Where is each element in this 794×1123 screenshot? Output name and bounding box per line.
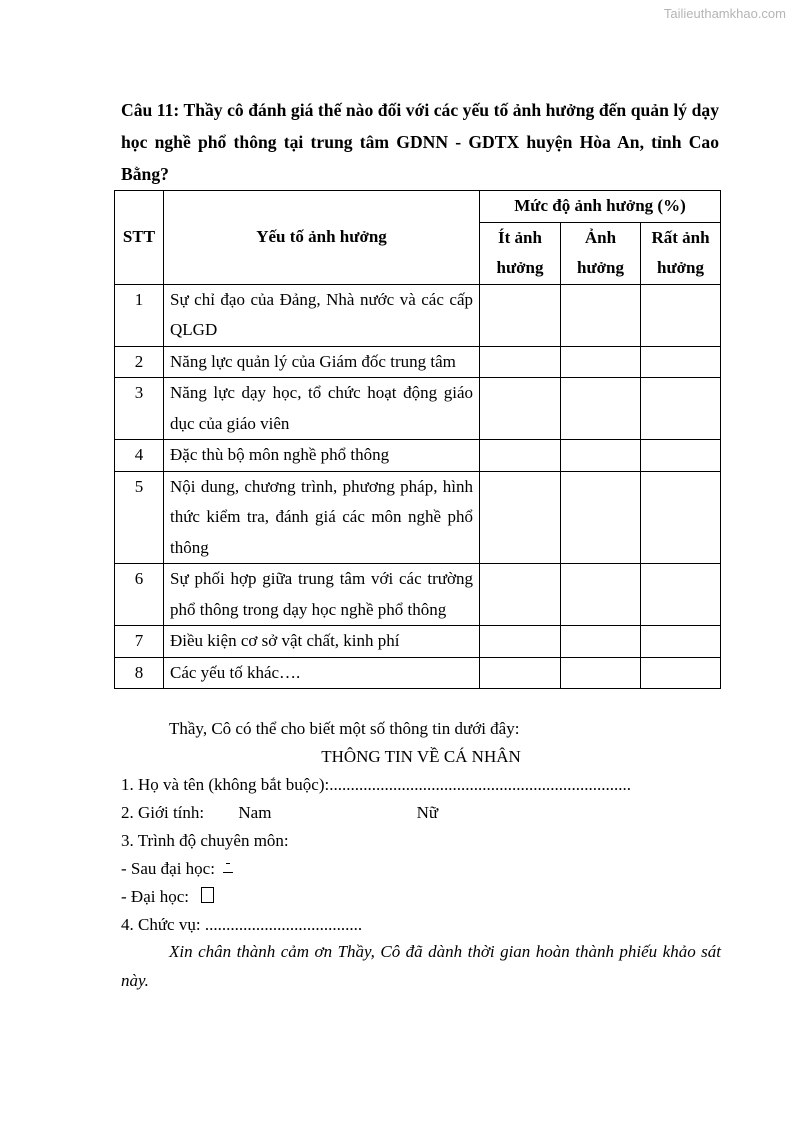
rating-cell-low[interactable]	[480, 346, 561, 378]
row-stt: 1	[115, 284, 164, 346]
watermark: Tailieuthamkhao.com	[663, 6, 786, 21]
rating-cell-high[interactable]	[641, 657, 721, 689]
postgrad-label: - Sau đại học:	[121, 859, 215, 878]
rating-cell-low[interactable]	[480, 626, 561, 658]
header-level-group: Mức độ ảnh hưởng (%)	[480, 191, 721, 223]
row-stt: 5	[115, 471, 164, 564]
row-factor: Đặc thù bộ môn nghề phổ thông	[164, 440, 480, 472]
row-stt: 3	[115, 378, 164, 440]
header-level-low: Ít ảnh hưởng	[480, 222, 561, 284]
row-stt: 7	[115, 626, 164, 658]
row-factor: Các yếu tố khác….	[164, 657, 480, 689]
table-row	[115, 626, 721, 658]
survey-table	[114, 190, 721, 689]
table-row	[115, 346, 721, 378]
rating-cell-high[interactable]	[641, 626, 721, 658]
table-row	[115, 657, 721, 689]
question-text: Câu 11: Thầy cô đánh giá thế nào đối với các yếu tố ảnh hưởng đến quản lý dạy học nghề phổ thông tại trung tâm GDNN - GDTX huyện Hòa An, tỉnh Cao Bằng?	[121, 100, 719, 184]
rating-cell-high[interactable]	[641, 440, 721, 472]
gender-label: 2. Giới tính:	[121, 803, 205, 822]
rating-cell-mid[interactable]	[561, 440, 641, 472]
postgrad-checkbox[interactable]	[223, 872, 233, 873]
row-factor: Nội dung, chương trình, phương pháp, hình thức kiểm tra, đánh giá các môn nghề phổ thông	[164, 471, 480, 564]
info-heading: THÔNG TIN VỀ CÁ NHÂN	[321, 747, 521, 766]
rating-cell-low[interactable]	[480, 564, 561, 626]
rating-cell-low[interactable]	[480, 657, 561, 689]
intro-text: Thầy, Cô có thể cho biết một số thông tin dưới đây:	[169, 719, 520, 738]
table-row	[115, 440, 721, 472]
gender-option-female[interactable]: Nữ	[416, 803, 439, 822]
name-field[interactable]: 1. Họ và tên (không bắt buộc):.......................................................................	[121, 775, 631, 794]
rating-cell-low[interactable]	[480, 284, 561, 346]
rating-cell-mid[interactable]	[561, 346, 641, 378]
header-row-1	[115, 191, 721, 223]
table-row	[115, 284, 721, 346]
rating-cell-mid[interactable]	[561, 564, 641, 626]
rating-cell-mid[interactable]	[561, 626, 641, 658]
header-level-mid: Ảnh hưởng	[561, 222, 641, 284]
rating-cell-low[interactable]	[480, 471, 561, 564]
rating-cell-high[interactable]	[641, 346, 721, 378]
undergrad-label: - Đại học:	[121, 887, 189, 906]
thanks-text: Xin chân thành cảm ơn Thầy, Cô đã dành thời gian hoàn thành phiếu khảo sát này.	[121, 942, 721, 990]
rating-cell-high[interactable]	[641, 378, 721, 440]
rating-cell-high[interactable]	[641, 284, 721, 346]
row-stt: 8	[115, 657, 164, 689]
row-factor: Điều kiện cơ sở vật chất, kinh phí	[164, 626, 480, 658]
header-stt: STT	[115, 191, 164, 285]
rating-cell-mid[interactable]	[561, 284, 641, 346]
row-stt: 6	[115, 564, 164, 626]
undergrad-checkbox[interactable]	[201, 887, 214, 903]
row-factor: Sự chỉ đạo của Đảng, Nhà nước và các cấp QLGD	[164, 284, 480, 346]
rating-cell-low[interactable]	[480, 378, 561, 440]
rating-cell-low[interactable]	[480, 440, 561, 472]
row-stt: 2	[115, 346, 164, 378]
row-factor: Năng lực dạy học, tổ chức hoạt động giáo dục của giáo viên	[164, 378, 480, 440]
position-field[interactable]: 4. Chức vụ: .....................................	[121, 915, 363, 934]
table-row	[115, 378, 721, 440]
gender-row	[121, 799, 721, 827]
row-factor: Năng lực quản lý của Giám đốc trung tâm	[164, 346, 480, 378]
rating-cell-mid[interactable]	[561, 378, 641, 440]
table-row	[115, 564, 721, 626]
rating-cell-high[interactable]	[641, 564, 721, 626]
undergrad-row	[121, 883, 721, 911]
row-stt: 4	[115, 440, 164, 472]
gender-option-male[interactable]: Nam	[238, 803, 272, 822]
qualification-label: 3. Trình độ chuyên môn:	[121, 831, 289, 850]
row-factor: Sự phối hợp giữa trung tâm với các trường phổ thông trong dạy học nghề phổ thông	[164, 564, 480, 626]
header-level-high: Rất ảnh hưởng	[641, 222, 721, 284]
rating-cell-mid[interactable]	[561, 657, 641, 689]
header-factor: Yếu tố ảnh hưởng	[164, 191, 480, 285]
rating-cell-high[interactable]	[641, 471, 721, 564]
rating-cell-mid[interactable]	[561, 471, 641, 564]
postgrad-row	[121, 855, 721, 883]
table-row	[115, 471, 721, 564]
